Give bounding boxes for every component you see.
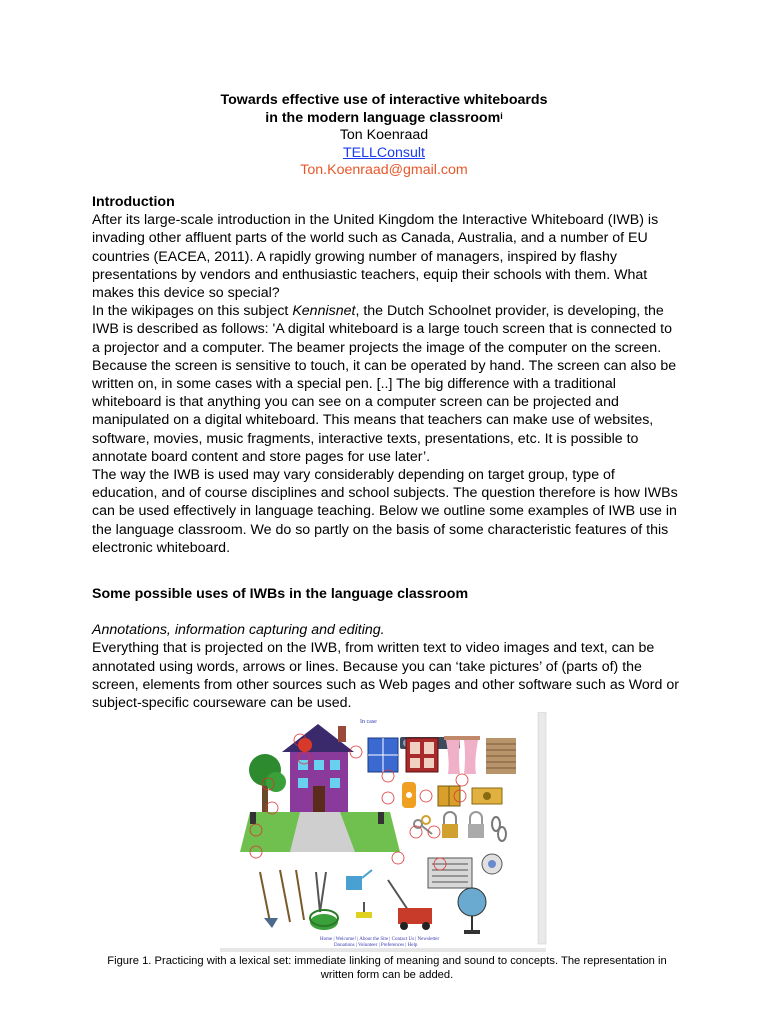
figure-screen-title: In case <box>360 719 377 725</box>
tree-icon <box>249 754 286 812</box>
door-handle-icon <box>472 788 502 804</box>
kennisnet-term: Kennisnet <box>292 303 356 320</box>
blinds-icon <box>486 738 516 774</box>
uses-heading: Some possible uses of IWBs in the language classroom <box>92 586 469 602</box>
hose-icon <box>310 910 338 930</box>
title <box>0 92 768 127</box>
lawn-mower-icon <box>388 880 432 930</box>
curtains-icon <box>444 736 480 774</box>
padlock-2-icon <box>468 812 484 838</box>
introduction-paragraph-1: After its large-scale introduction in the United Kingdom the Interactive Whiteboard (IWB) is invading other affluent parts of the world such as Canada, Australia, and a number of EU countries (EACEA, 2011). A rapidly growing number of managers, inspired by flashy presentations by vendors and enthusiastic teachers, equip their schools with them. What makes this device so special? <box>92 212 659 302</box>
figure-scrollbar <box>538 712 546 944</box>
organization-link[interactable]: TELLConsult <box>342 144 425 161</box>
keys-icon <box>414 816 432 834</box>
figure-illustration <box>220 712 550 952</box>
sprinkler-icon <box>356 902 372 918</box>
doorbell-icon <box>402 782 416 808</box>
fan-icon <box>458 888 486 934</box>
watering-can-icon <box>346 870 372 890</box>
hinge-icon <box>438 786 460 806</box>
house-icon <box>282 724 354 812</box>
uses-section <box>92 585 682 712</box>
lawn-icon <box>240 812 400 852</box>
title-line-2: in the modern language classroom <box>265 109 501 126</box>
title-line-1: Towards effective use of interactive whiteboards <box>220 92 548 108</box>
figure-status-bar <box>220 948 546 952</box>
figure-footer-links-2[interactable]: Donations | Volunteer | Preferences | Help <box>334 943 418 948</box>
title-footnote-marker[interactable]: i <box>500 110 503 121</box>
figure-footer-links[interactable]: Home | Welcome! | About the Site | Contact Us | Newsletter <box>320 937 440 942</box>
ball-icon <box>298 738 312 752</box>
annotations-subheading: Annotations, information capturing and editing. <box>92 622 385 639</box>
padlock-icon <box>442 812 458 838</box>
window-blue-icon <box>368 738 398 772</box>
chain-icon <box>492 817 506 841</box>
introduction-heading: Introduction <box>92 194 175 210</box>
introduction-paragraph-3: The way the IWB is used may vary considerably depending on target group, type of education, and of course disciplines and school subjects. The question therefore is how IWBs can be used effectively in language teaching. Below we outline some examples of IWB use in the language classroom. We do so partly on the basis of some characteristic features of this electronic whiteboard. <box>92 467 678 556</box>
figure-lexical-set <box>220 712 550 952</box>
introduction-paragraph-2: In the wikipages on this subject Kennisnet, the Dutch Schoolnet provider, is developing, the IWB is described as follows: 'A digital whiteboard is a large touch screen that is connected to a projector and a computer. The beamer projects the image of the computer on the screen. Because the screen is sensitive to touch, it can be operated by hand. The screen can also be written on, in some cases with a special pen. [..] The big difference with a traditional whiteboard is that anything you can see on a computer screen can be projected and manipulated on a digital whiteboard. This means that teachers can make use of websites, software, movies, music fragments, interactive texts, presentations, etc. It is possible to annotate board content and store pages for use later’. <box>92 303 677 465</box>
thermostat-icon <box>482 854 502 874</box>
introduction-section <box>92 193 682 557</box>
annotations-paragraph: Everything that is projected on the IWB, from written text to video images and text, can be annotated using words, arrows or lines. Because you can ‘take pictures’ of (parts of) the screen, elements from other sources such as Web pages and other software such as Word or subject-specific courseware can be used. <box>92 640 679 712</box>
figure-caption: Figure 1. Practicing with a lexical set: immediate linking of meaning and sound to concepts. The representation in written form can be added. <box>107 955 667 981</box>
title-block <box>0 92 768 180</box>
author: Ton Koenraad <box>339 127 429 144</box>
window-red-icon <box>406 738 438 772</box>
author-email[interactable]: Ton.Koenraad@gmail.com <box>300 162 468 179</box>
